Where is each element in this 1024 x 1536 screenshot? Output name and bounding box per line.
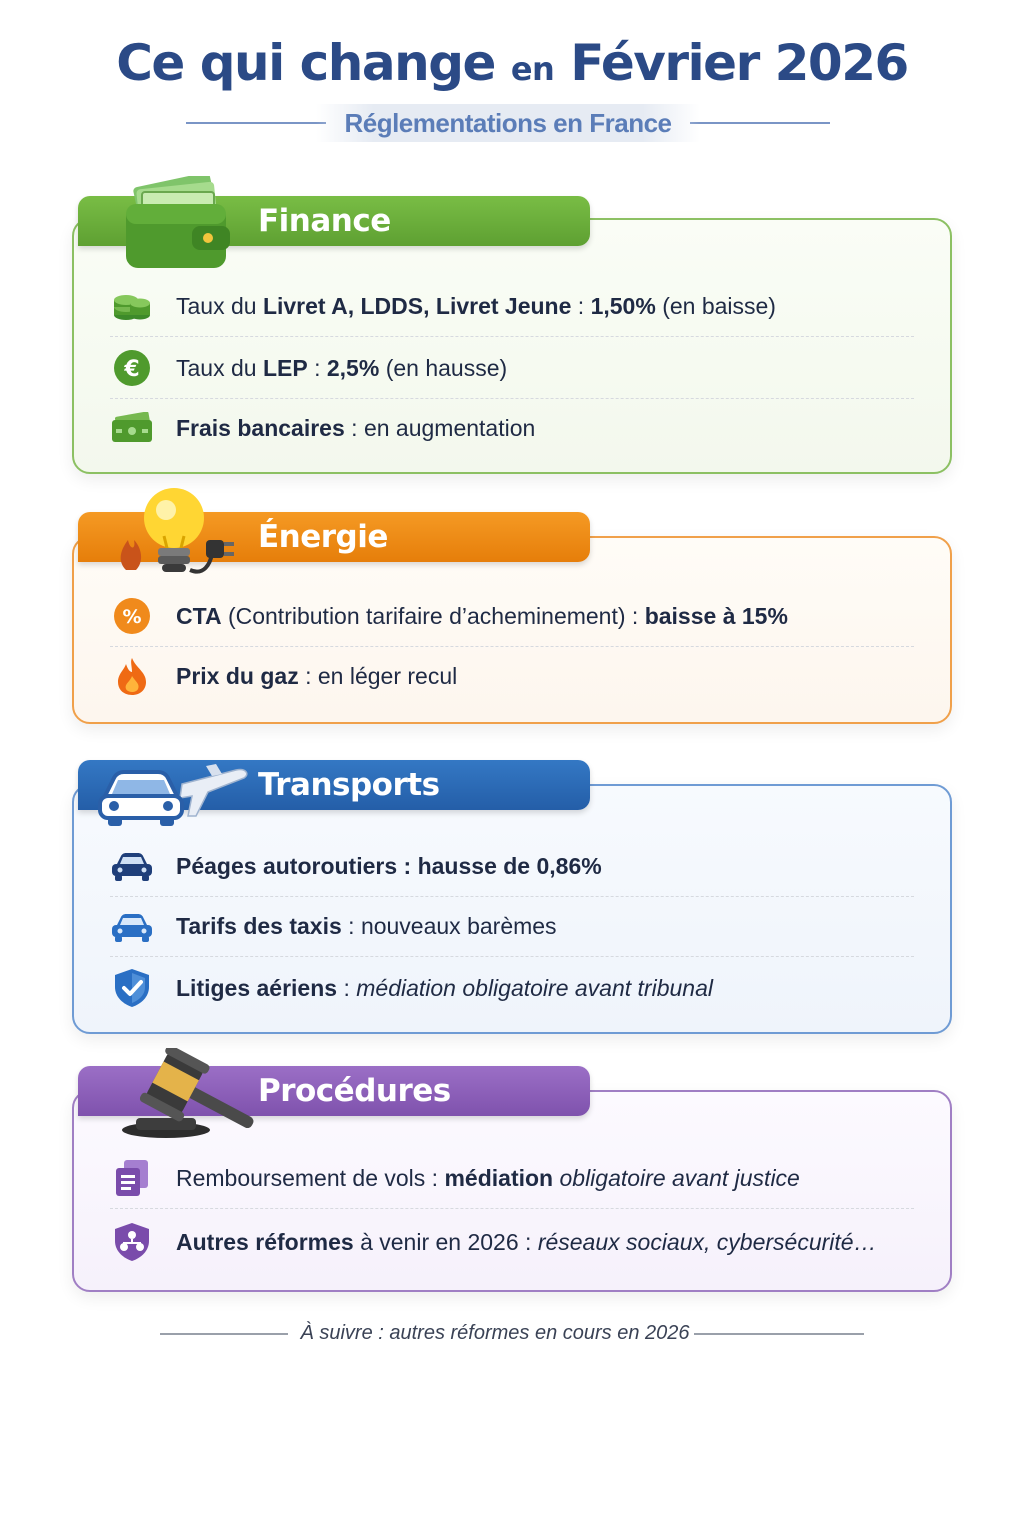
- item-text: :: [403, 852, 412, 879]
- shield-check-icon: [110, 966, 154, 1010]
- item-highlight: médiation: [444, 1164, 554, 1191]
- list-item: [110, 1148, 914, 1209]
- list-item: [110, 586, 914, 647]
- page-title: [0, 34, 1024, 92]
- item-text: :: [351, 414, 358, 441]
- item-text: Taux du: [176, 354, 257, 381]
- item-text: nouveaux barèmes: [360, 912, 557, 939]
- energie-title: Énergie: [258, 519, 388, 555]
- item-value: 2,5%: [326, 354, 380, 381]
- item-highlight: Litiges aériens: [176, 974, 338, 1001]
- item-value: 1,50%: [590, 292, 656, 319]
- list-item: [110, 896, 914, 957]
- list-item: [110, 398, 914, 458]
- item-highlight: LEP: [262, 354, 308, 381]
- subtitle-band: [186, 104, 830, 140]
- item-text: (en baisse): [662, 292, 776, 319]
- transports-title: Transports: [258, 767, 440, 803]
- item-text: réseaux sociaux, cybersécurité…: [537, 1228, 877, 1255]
- item-highlight: Frais bancaires: [176, 414, 345, 441]
- lightbulb-icon: [112, 484, 240, 589]
- subtitle: Réglementations en France: [316, 104, 700, 142]
- flame-icon: [110, 654, 154, 698]
- item-highlight: Tarifs des taxis: [176, 912, 342, 939]
- item-text: :: [577, 292, 585, 319]
- item-text: :: [314, 354, 321, 381]
- procedures-title: Procédures: [258, 1073, 451, 1109]
- coins-icon: [110, 284, 154, 328]
- percent-icon: [110, 594, 154, 638]
- item-value: hausse de 0,86%: [417, 852, 602, 879]
- item-text: obligatoire avant justice: [559, 1164, 800, 1191]
- item-highlight: CTA: [176, 602, 222, 629]
- list-item: [110, 958, 914, 1018]
- taxi-icon: [110, 904, 154, 948]
- divider: [694, 1333, 864, 1335]
- item-highlight: Livret A, LDDS, Livret Jeune: [262, 292, 572, 319]
- title-part: Ce qui change: [116, 34, 495, 92]
- item-text: en augmentation: [363, 414, 536, 441]
- item-value: baisse à 15%: [644, 602, 788, 629]
- item-text: médiation obligatoire avant tribunal: [356, 974, 713, 1001]
- divider: [186, 122, 326, 124]
- divider: [160, 1333, 288, 1335]
- item-text: :: [343, 974, 350, 1001]
- list-item: [110, 276, 914, 337]
- item-text: :: [348, 912, 355, 939]
- item-text: :: [305, 662, 312, 689]
- shield-network-icon: [110, 1220, 154, 1264]
- svg-text:€: €: [124, 357, 140, 382]
- svg-text:%: %: [122, 606, 142, 628]
- item-text: Taux du: [176, 292, 257, 319]
- item-highlight: Péages autoroutiers: [176, 852, 398, 879]
- item-text: Remboursement de vols :: [176, 1164, 439, 1191]
- item-text: à venir en 2026 :: [360, 1228, 532, 1255]
- item-highlight: Autres réformes: [176, 1228, 354, 1255]
- list-item: [110, 338, 914, 399]
- footer: [160, 1318, 864, 1348]
- wallet-icon: [122, 176, 232, 277]
- list-item: [110, 1212, 914, 1272]
- list-item: [110, 646, 914, 706]
- car-icon: [110, 844, 154, 888]
- finance-title: Finance: [258, 203, 391, 239]
- banknote-icon: [110, 406, 154, 450]
- footer-note: À suivre : autres réformes en cours en 2026: [300, 1322, 690, 1344]
- item-highlight: Prix du gaz: [176, 662, 299, 689]
- title-part: en: [510, 50, 555, 88]
- car-plane-icon: [96, 754, 252, 835]
- list-item: [110, 836, 914, 897]
- divider: [690, 122, 830, 124]
- item-text: (Contribution tarifaire d’acheminement) :: [227, 602, 639, 629]
- title-part: Février 2026: [570, 34, 908, 92]
- euro-icon: [110, 346, 154, 390]
- gavel-icon: [118, 1048, 264, 1145]
- documents-icon: [110, 1156, 154, 1200]
- item-text: en léger recul: [317, 662, 458, 689]
- item-text: (en hausse): [385, 354, 508, 381]
